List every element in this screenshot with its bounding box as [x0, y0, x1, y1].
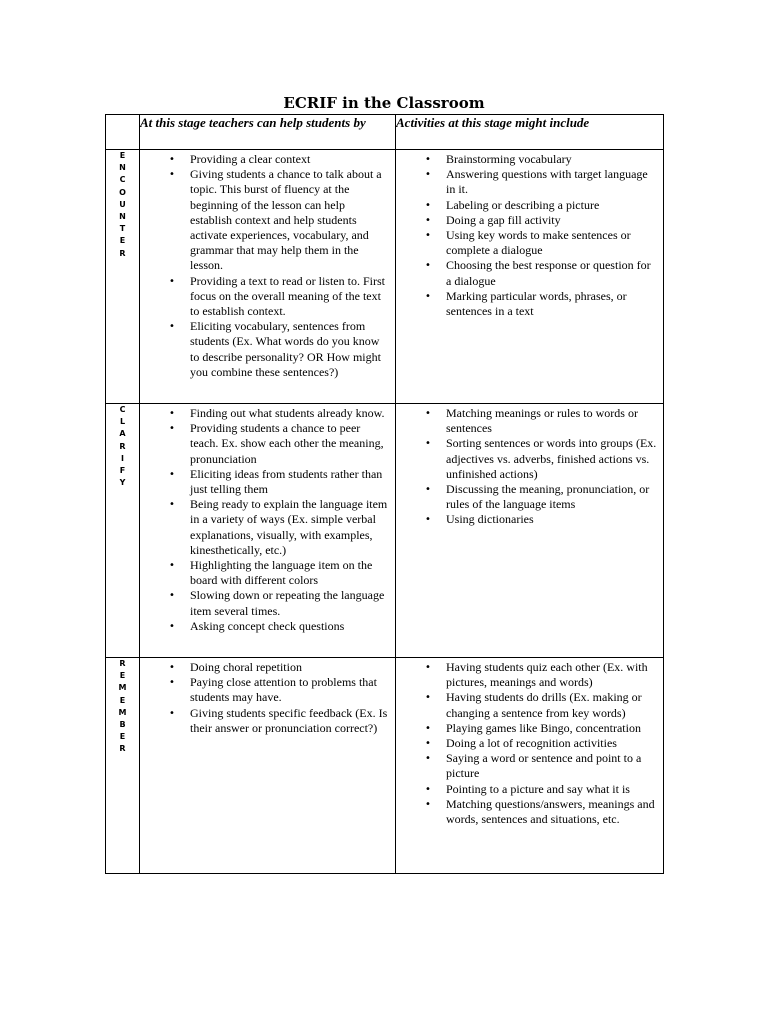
stage-letter: C	[119, 175, 126, 185]
stage-letter: N	[119, 163, 126, 173]
activities-cell	[396, 404, 664, 658]
list-item: • Using key words to make sentences or complete a dialogue	[396, 228, 657, 258]
stage-letter: E	[119, 151, 126, 160]
stage-label-encounter	[106, 150, 140, 404]
list-item: • Slowing down or repeating the language item several times.	[140, 588, 389, 618]
stage-letter: M	[118, 683, 127, 693]
stage-letter: T	[119, 224, 126, 234]
bullet-list	[140, 658, 395, 736]
list-item: • Giving students a chance to talk about a topic. This burst of fluency at the beginning of the lesson can help establish context and help students activate experiences, vocabulary, and grammar that may help them in the lesson.	[140, 167, 389, 273]
list-item: • Providing a clear context	[140, 152, 389, 167]
list-item: • Saying a word or sentence and point to a picture	[396, 751, 657, 781]
stage-letter: R	[119, 441, 126, 451]
stage-letters	[106, 658, 139, 756]
list-item: • Finding out what students already know.	[140, 406, 389, 421]
list-item: • Doing a gap fill activity	[396, 213, 657, 228]
bullet-list	[396, 404, 663, 528]
list-item: • Highlighting the language item on the board with different colors	[140, 558, 389, 588]
list-item: • Having students quiz each other (Ex. with pictures, meanings and words)	[396, 660, 657, 690]
header-row	[106, 115, 664, 150]
stage-letter: M	[118, 707, 127, 717]
activities-cell	[396, 658, 664, 874]
table-body	[106, 150, 664, 874]
teachers-cell	[140, 150, 396, 404]
stage-letter: N	[119, 212, 126, 222]
stage-letter: R	[119, 248, 126, 258]
table-row-clarify	[106, 404, 664, 658]
teachers-cell	[140, 658, 396, 874]
bullet-list	[140, 150, 395, 380]
stage-letter: A	[119, 429, 126, 439]
stage-letter: R	[119, 659, 126, 668]
stage-letter: E	[119, 695, 126, 705]
stage-letter: O	[119, 187, 126, 197]
list-item: • Answering questions with target language in it.	[396, 167, 657, 197]
stage-label-remember	[106, 658, 140, 874]
page-title: ECRIF in the Classroom	[283, 94, 485, 112]
stage-letter: C	[119, 405, 126, 414]
bullet-list	[396, 658, 663, 827]
stage-letter: E	[119, 671, 126, 681]
stage-letter: L	[119, 417, 126, 427]
stage-letter: U	[119, 199, 126, 209]
list-item: • Pointing to a picture and say what it is	[396, 782, 657, 797]
list-item: • Marking particular words, phrases, or sentences in a text	[396, 289, 657, 319]
teachers-cell	[140, 404, 396, 658]
list-item: • Labeling or describing a picture	[396, 198, 657, 213]
list-item: • Doing a lot of recognition activities	[396, 736, 657, 751]
stage-letter: F	[119, 466, 126, 476]
table-row-encounter	[106, 150, 664, 404]
list-item: • Brainstorming vocabulary	[396, 152, 657, 167]
table-row-remember	[106, 658, 664, 874]
list-item: • Providing a text to read or listen to. First focus on the overall meaning of the text to establish context.	[140, 274, 389, 320]
stage-letters	[106, 404, 139, 489]
bullet-list	[396, 150, 663, 319]
list-item: • Eliciting ideas from students rather than just telling them	[140, 467, 389, 497]
activities-cell	[396, 150, 664, 404]
bullet-list	[140, 404, 395, 634]
list-item: • Providing students a chance to peer teach. Ex. show each other the meaning, pronunciation	[140, 421, 389, 467]
list-item: • Having students do drills (Ex. making or changing a sentence from key words)	[396, 690, 657, 720]
stage-letter: Y	[119, 478, 126, 488]
list-item: • Eliciting vocabulary, sentences from students (Ex. What words do you know to describe personality? OR How might you combine these sentences?)	[140, 319, 389, 380]
activities-column-header: Activities at this stage might include	[396, 115, 664, 150]
list-item: • Being ready to explain the language item in a variety of ways (Ex. simple verbal explanations, visually, with examples, kinesthetically, etc.)	[140, 497, 389, 558]
stage-letter: B	[119, 720, 126, 730]
teachers-column-header: At this stage teachers can help students by	[140, 115, 396, 150]
list-item: • Asking concept check questions	[140, 619, 389, 634]
list-item: • Giving students specific feedback (Ex. Is their answer or pronunciation correct?)	[140, 706, 389, 736]
list-item: • Choosing the best response or question for a dialogue	[396, 258, 657, 288]
ecrif-table	[105, 114, 664, 874]
stage-label-clarify	[106, 404, 140, 658]
list-item: • Playing games like Bingo, concentration	[396, 721, 657, 736]
stage-letter: I	[121, 453, 124, 463]
stage-header-cell	[106, 115, 140, 150]
list-item: • Matching meanings or rules to words or sentences	[396, 406, 657, 436]
list-item: • Matching questions/answers, meanings and words, sentences and situations, etc.	[396, 797, 657, 827]
stage-letters	[106, 150, 139, 260]
stage-letter: E	[119, 732, 126, 742]
list-item: • Discussing the meaning, pronunciation, or rules of the language items	[396, 482, 657, 512]
stage-letter: E	[119, 236, 126, 246]
stage-letter: R	[119, 744, 126, 754]
list-item: • Sorting sentences or words into groups (Ex. adjectives vs. adverbs, finished actions vs. unfinished actions)	[396, 436, 657, 482]
list-item: • Using dictionaries	[396, 512, 657, 527]
list-item: • Paying close attention to problems that students may have.	[140, 675, 389, 705]
list-item: • Doing choral repetition	[140, 660, 389, 675]
